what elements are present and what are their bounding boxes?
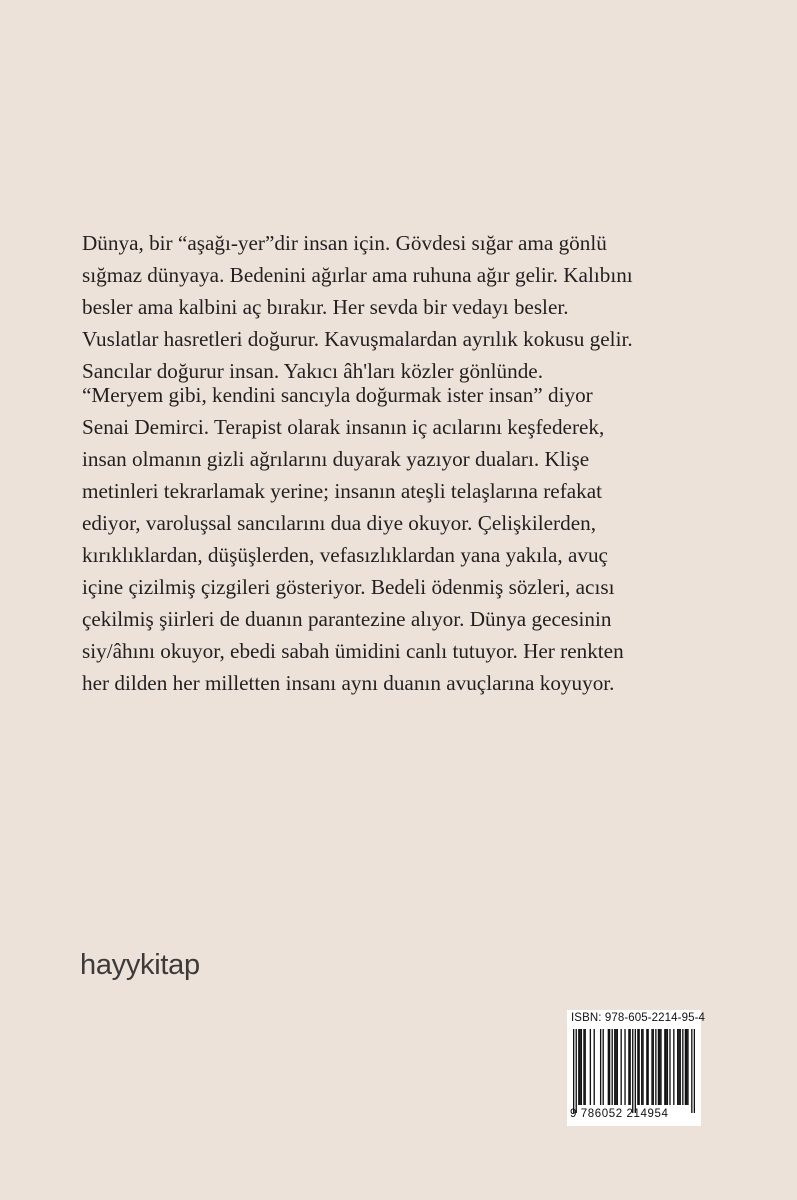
barcode-bar (686, 1029, 687, 1105)
back-cover-paragraph-2 (82, 379, 722, 699)
paragraph-line: kırıklıklardan, düşüşlerden, vefasızlıklardan yana yakıla, avuç (82, 543, 608, 567)
barcode-bar (630, 1029, 631, 1105)
paragraph-line: Senai Demirci. Terapist olarak insanın iç acılarını keşfederek, (82, 415, 605, 439)
paragraph-line: ediyor, varoluşsal sancılarını dua diye okuyor. Çelişkilerden, (82, 511, 597, 535)
barcode-bar (614, 1029, 615, 1105)
barcode-bar (628, 1029, 629, 1105)
barcode-bar (621, 1029, 622, 1105)
ean-digits: 9 786052 214954 (570, 1108, 669, 1120)
paragraph-line: metinleri tekrarlamak yerine; insanın ateşli telaşlarına refakat (82, 479, 603, 503)
barcode-bar (691, 1029, 692, 1113)
barcode-bar (641, 1029, 642, 1105)
barcode-bar (665, 1029, 666, 1105)
barcode-bar (646, 1029, 647, 1105)
barcode-bar (673, 1029, 674, 1105)
paragraph-line: her dilden her milletten insanı aynı duanın avuçlarına koyuyor. (82, 671, 615, 695)
paragraph-line: Vuslatlar hasretleri doğurur. Kavuşmalardan ayrılık kokusu gelir. (82, 327, 633, 351)
barcode-bar (667, 1029, 668, 1105)
paragraph-line: insan olmanın gizli ağrılarını duyarak yazıyor duaları. Klişe (82, 447, 590, 471)
barcode-bar (651, 1029, 652, 1105)
barcode-bar (664, 1029, 665, 1105)
barcode-bar (573, 1029, 574, 1113)
barcode-bar (576, 1029, 577, 1113)
barcode-bar (637, 1029, 638, 1105)
barcode-bar (655, 1029, 656, 1105)
barcode-bar (642, 1029, 643, 1105)
barcode-bar (615, 1029, 616, 1105)
barcode-bar (624, 1029, 625, 1105)
paragraph-line: “Meryem gibi, kendini sancıyla doğurmak ister insan” diyor (82, 383, 593, 407)
paragraph-line: içine çizilmiş çizgileri gösteriyor. Bedeli ödenmiş sözleri, acısı (82, 575, 615, 599)
barcode-bar (680, 1029, 681, 1105)
barcode-bar (590, 1029, 591, 1105)
paragraph-line: siy/âhını okuyor, ebedi sabah ümidini canlı tutuyor. Her renkten (82, 639, 624, 663)
barcode-bar (585, 1029, 586, 1105)
barcode-bar (653, 1029, 654, 1105)
barcode-bar (669, 1029, 670, 1105)
back-cover-paragraph-1 (82, 227, 722, 387)
barcode-bar (682, 1029, 683, 1105)
barcode-bar (660, 1029, 661, 1105)
isbn-label: ISBN: 978-605-2214-95-4 (571, 1012, 705, 1024)
barcode-bar (632, 1029, 633, 1113)
barcode-bar (677, 1029, 678, 1105)
barcode-bar (659, 1029, 660, 1105)
barcode-bar (678, 1029, 679, 1105)
paragraph-line: Sancılar doğurur insan. Yakıcı âh'ları közler gönlünde. (82, 359, 544, 383)
barcode-bar (600, 1029, 601, 1105)
barcode-bar (685, 1029, 686, 1105)
paragraph-line: çekilmiş şiirleri de duanın parantezine alıyor. Dünya gecesinin (82, 607, 612, 631)
barcode-bar (687, 1029, 688, 1105)
barcode-bar (583, 1029, 584, 1105)
barcode-bar (617, 1029, 618, 1105)
barcode-bar (647, 1029, 648, 1105)
barcode-bars (573, 1029, 695, 1113)
barcode-bar (603, 1029, 604, 1105)
barcode-bar (612, 1029, 613, 1105)
barcode-bar (694, 1029, 695, 1113)
paragraph-line: besler ama kalbini aç bırakır. Her sevda bir vedayı besler. (82, 295, 569, 319)
barcode-bar (578, 1029, 579, 1105)
barcode-bar (581, 1029, 582, 1105)
paragraph-line: Dünya, bir “aşağı-yer”dir insan için. Gövdesi sığar ama gönlü (82, 231, 607, 255)
barcode-bar (658, 1029, 659, 1105)
barcode-bar (635, 1029, 636, 1113)
barcode-bar (609, 1029, 610, 1105)
publisher-logo: hayykitap (80, 949, 200, 981)
barcode-bar (608, 1029, 609, 1105)
paragraph-line: sığmaz dünyaya. Bedenini ağırlar ama ruhuna ağır gelir. Kalıbını (82, 263, 633, 287)
barcode-bar (638, 1029, 639, 1105)
isbn-barcode (567, 1010, 705, 1126)
barcode-bar (579, 1029, 580, 1105)
barcode-bar (594, 1029, 595, 1105)
